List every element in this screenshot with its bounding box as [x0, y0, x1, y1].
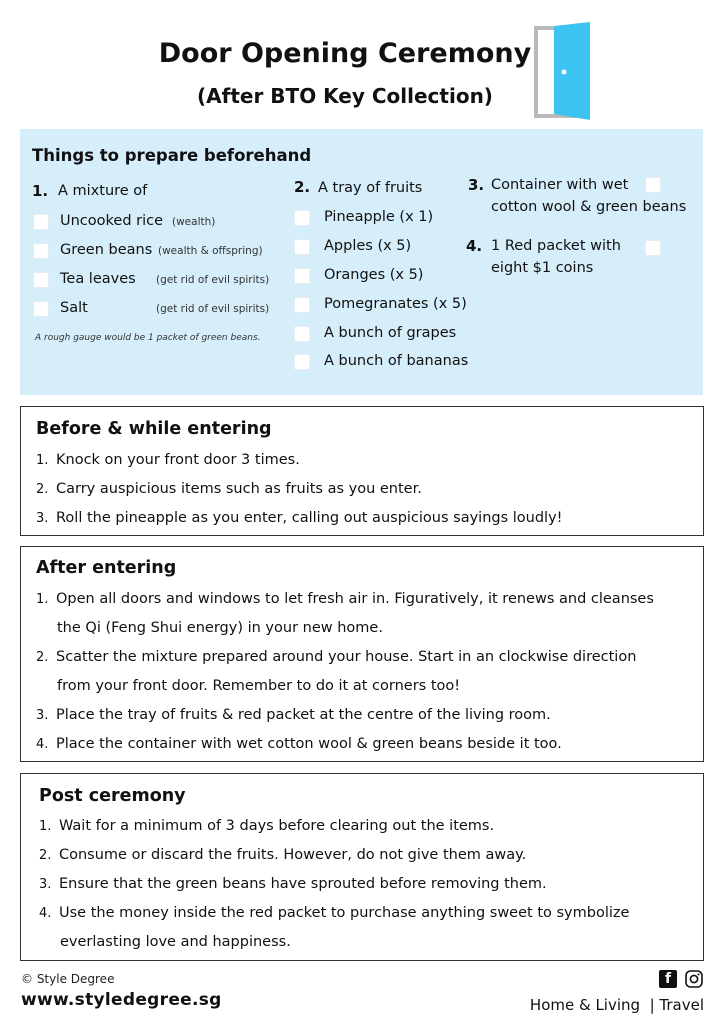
step-number: 4.	[36, 737, 49, 752]
col3-item-line: cotton wool & green beans	[491, 199, 687, 215]
checkbox-salt[interactable]	[33, 301, 49, 317]
item-note: (wealth)	[172, 216, 216, 228]
col2-title: A tray of fruits	[318, 180, 423, 196]
step-text: Open all doors and windows to let fresh air in. Figuratively, it renews and cleanses	[56, 591, 654, 607]
item-label: Salt	[60, 300, 88, 316]
after-entering-section	[20, 546, 704, 762]
prepare-panel	[20, 129, 703, 395]
step-text: Ensure that the green beans have sprouted before removing them.	[59, 876, 547, 892]
list-item	[39, 905, 629, 921]
step-text: Place the tray of fruits & red packet at the centre of the living room.	[56, 707, 551, 723]
open-door-icon	[534, 22, 594, 122]
col3-number-4: 4.	[466, 237, 483, 255]
fruit-item: Pineapple (x 1)	[324, 209, 434, 225]
fruit-item: Apples (x 5)	[324, 238, 412, 254]
col3-item-line: eight $1 coins	[491, 260, 594, 276]
fruit-item: Pomegranates (x 5)	[324, 296, 467, 312]
page-title: Door Opening Ceremony	[158, 38, 532, 69]
list-item	[36, 591, 654, 607]
section-heading: Before & while entering	[36, 419, 272, 439]
step-text: Knock on your front door 3 times.	[56, 452, 300, 468]
item-label: Tea leaves	[60, 271, 136, 287]
list-item	[39, 818, 494, 834]
list-item	[36, 510, 562, 526]
list-item	[39, 876, 547, 892]
list-item	[36, 452, 300, 468]
list-item	[39, 847, 526, 863]
item-note: (get rid of evil spirits)	[156, 303, 270, 315]
step-text: Place the container with wet cotton wool & green beans beside it too.	[56, 736, 562, 752]
website-link[interactable]: www.styledegree.sg	[21, 990, 222, 1010]
checkbox-apples[interactable]	[294, 239, 310, 255]
item-label: Uncooked rice	[60, 213, 164, 229]
list-item	[36, 736, 562, 752]
step-continuation: from your front door. Remember to do it at corners too!	[57, 678, 461, 694]
instagram-icon[interactable]	[685, 970, 703, 988]
checkbox-pomegranates[interactable]	[294, 297, 310, 313]
before-entering-section	[20, 406, 704, 536]
fruit-item: Oranges (x 5)	[324, 267, 424, 283]
checkbox-oranges[interactable]	[294, 268, 310, 284]
step-number: 4.	[39, 906, 52, 921]
col1-title: A mixture of	[58, 183, 148, 199]
section-heading: After entering	[36, 558, 177, 578]
step-continuation: the Qi (Feng Shui energy) in your new home.	[57, 620, 383, 636]
step-number: 2.	[39, 848, 52, 863]
step-text: Scatter the mixture prepared around your house. Start in an clockwise direction	[56, 649, 637, 665]
checkbox-tea-leaves[interactable]	[33, 272, 49, 288]
step-number: 2.	[36, 650, 49, 665]
fruit-item: A bunch of grapes	[324, 325, 457, 341]
checkbox-uncooked-rice[interactable]	[33, 214, 49, 230]
list-item	[36, 481, 422, 497]
col1-number: 1.	[32, 182, 49, 200]
col2-number: 2.	[294, 178, 311, 196]
section-heading: Post ceremony	[39, 786, 186, 806]
step-text: Consume or discard the fruits. However, do not give them away.	[59, 847, 527, 863]
item-note: (wealth & offspring)	[158, 245, 263, 257]
step-text: Wait for a minimum of 3 days before clearing out the items.	[59, 818, 495, 834]
checkbox-pineapple[interactable]	[294, 210, 310, 226]
col3-item-line: Container with wet	[491, 177, 629, 193]
step-number: 2.	[36, 482, 49, 497]
step-number: 1.	[39, 819, 52, 834]
step-number: 3.	[39, 877, 52, 892]
step-text: Roll the pineapple as you enter, calling out auspicious sayings loudly!	[56, 510, 563, 526]
item-note: (get rid of evil spirits)	[156, 274, 270, 286]
list-item	[36, 649, 636, 665]
col3-item-line: 1 Red packet with	[491, 238, 621, 254]
facebook-icon[interactable]: f	[659, 970, 677, 988]
checkbox-grapes[interactable]	[294, 326, 310, 342]
checkbox-red-packet[interactable]	[645, 240, 661, 256]
step-text: Use the money inside the red packet to purchase anything sweet to symbolize	[59, 905, 630, 921]
footer-tagline: Home & Living | Travel	[529, 996, 704, 1014]
step-number: 1.	[36, 592, 49, 607]
checkbox-green-beans[interactable]	[33, 243, 49, 259]
page-subtitle: (After BTO Key Collection)	[197, 84, 493, 108]
list-item	[36, 707, 551, 723]
step-number: 3.	[36, 708, 49, 723]
post-ceremony-section	[20, 773, 704, 961]
prepare-heading: Things to prepare beforehand	[32, 146, 312, 165]
fruit-item: A bunch of bananas	[324, 353, 469, 369]
step-text: Carry auspicious items such as fruits as you enter.	[56, 481, 422, 497]
checkbox-bananas[interactable]	[294, 354, 310, 370]
step-number: 1.	[36, 453, 49, 468]
item-label: Green beans	[60, 242, 153, 258]
copyright: © Style Degree	[21, 972, 115, 986]
step-continuation: everlasting love and happiness.	[60, 934, 291, 950]
footnote: A rough gauge would be 1 packet of green beans.	[35, 333, 261, 343]
col3-number-3: 3.	[468, 176, 485, 194]
checkbox-container[interactable]	[645, 177, 661, 193]
step-number: 3.	[36, 511, 49, 526]
